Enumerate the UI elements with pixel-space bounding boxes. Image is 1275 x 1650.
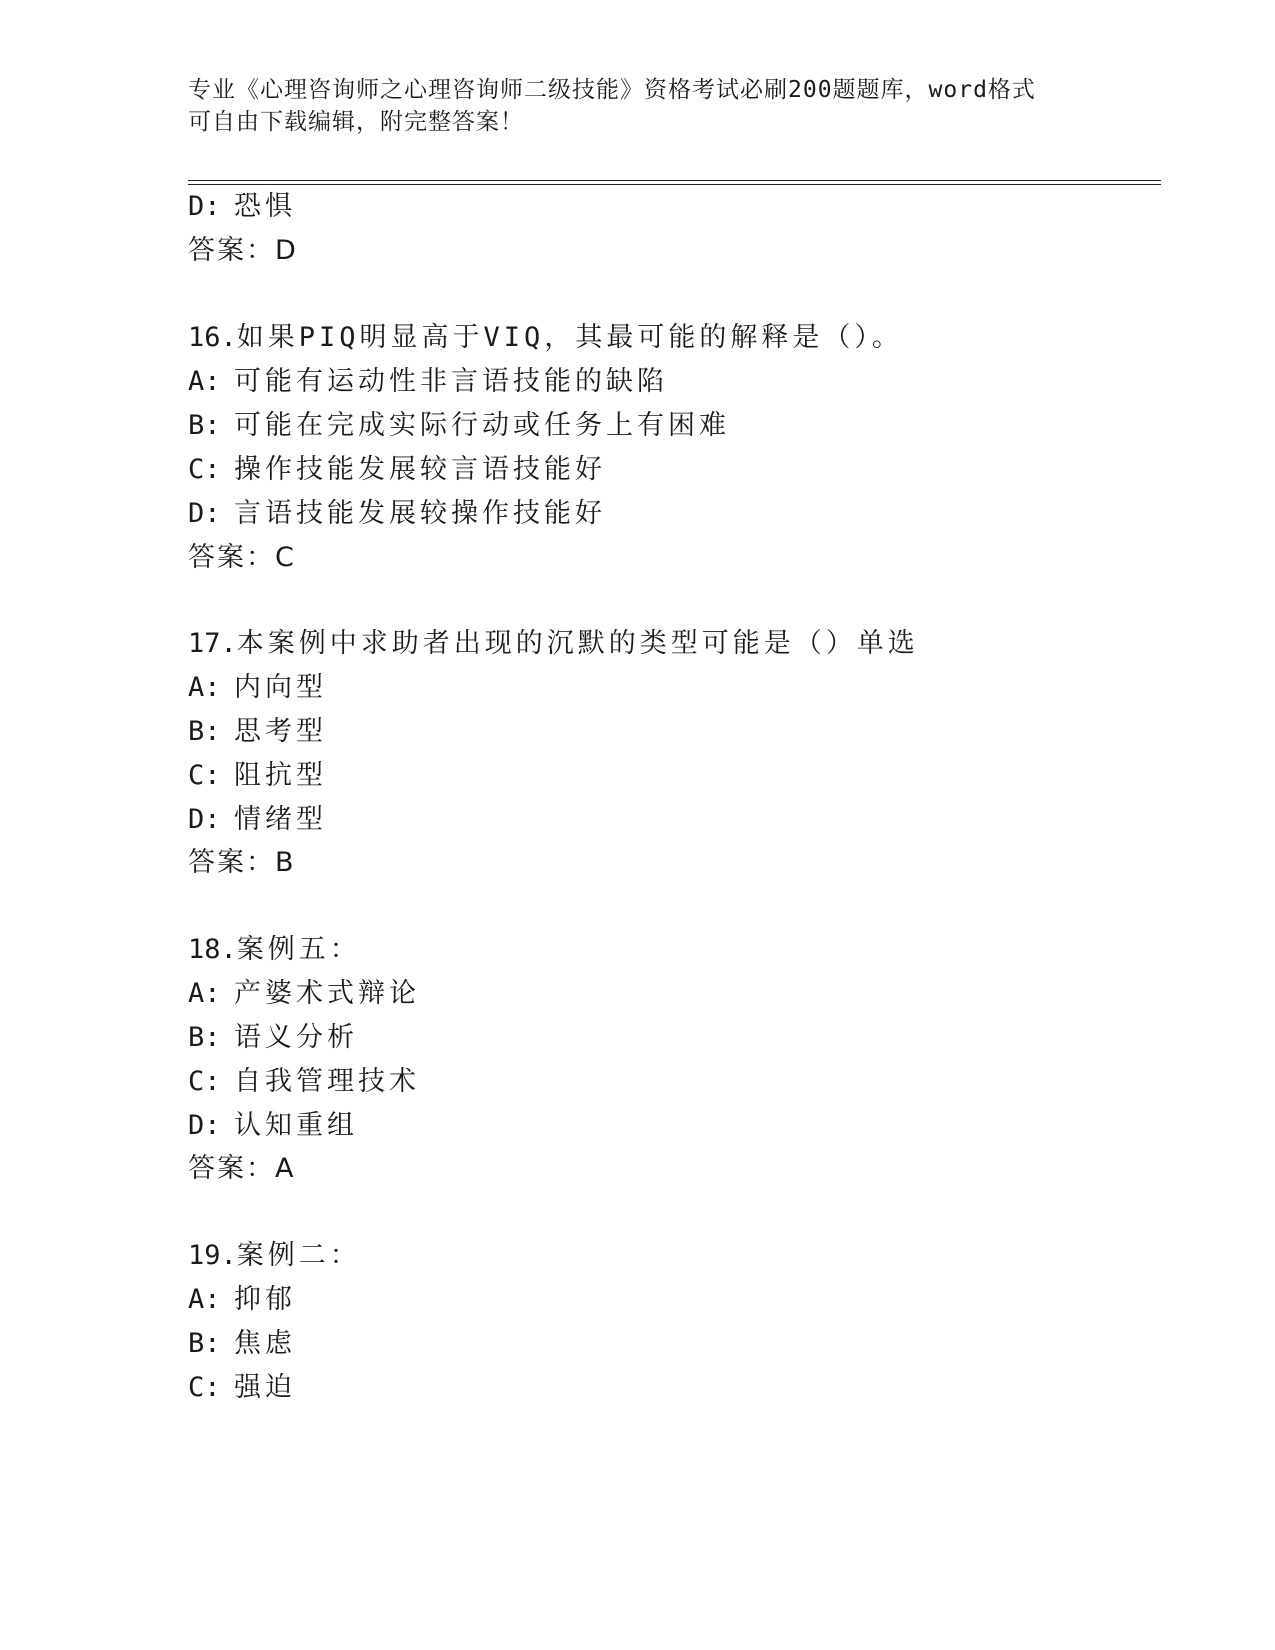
header-line-2: 可自由下载编辑，附完整答案！ — [188, 109, 524, 135]
option-text: 言语技能发展较操作技能好 — [234, 498, 606, 529]
option-line — [188, 759, 327, 793]
option-label: D: — [188, 1110, 221, 1141]
option-text: 内向型 — [234, 672, 327, 703]
header-divider-top — [188, 180, 1161, 181]
option-line — [188, 365, 668, 399]
option-label: A: — [188, 366, 221, 397]
option-label: A: — [188, 672, 221, 703]
option-line — [188, 409, 730, 443]
option-label: D: — [188, 498, 221, 529]
option-text: 恐惧 — [234, 191, 296, 222]
option-line — [188, 1327, 296, 1361]
option-label: A: — [188, 1284, 221, 1315]
option-line — [188, 1021, 358, 1055]
option-line — [188, 453, 606, 487]
document-header — [188, 74, 1068, 138]
question-text: 案例五： — [236, 934, 361, 965]
option-text: 自我管理技术 — [234, 1066, 420, 1097]
option-text: 焦虑 — [234, 1328, 296, 1359]
question-text: 案例二： — [236, 1240, 361, 1271]
option-label: C: — [188, 1372, 221, 1403]
question-stem — [188, 627, 919, 661]
question-number: 18. — [188, 934, 237, 965]
option-label: C: — [188, 1066, 221, 1097]
option-line — [188, 1065, 420, 1099]
option-label: D: — [188, 804, 221, 835]
option-label: D: — [188, 191, 221, 222]
answer-line: 答案：D — [188, 235, 298, 266]
option-line — [188, 671, 327, 705]
question-number: 19. — [188, 1240, 237, 1271]
option-line — [188, 803, 327, 837]
option-line — [188, 1283, 296, 1317]
question-text: 本案例中求助者出现的沉默的类型可能是（）单选 — [236, 628, 919, 659]
option-text: 语义分析 — [234, 1022, 358, 1053]
option-text: 可能在完成实际行动或任务上有困难 — [234, 410, 730, 441]
option-text: 思考型 — [234, 716, 327, 747]
answer-line: 答案：C — [188, 542, 296, 573]
option-text: 强迫 — [234, 1372, 296, 1403]
question-stem — [188, 933, 361, 967]
option-text: 操作技能发展较言语技能好 — [234, 454, 606, 485]
option-label: B: — [188, 1328, 221, 1359]
option-line — [188, 715, 327, 749]
header-line-1: 专业《心理咨询师之心理咨询师二级技能》资格考试必刷200题题库，word格式 — [188, 77, 1036, 103]
question-number: 16. — [188, 322, 237, 353]
option-label: C: — [188, 454, 221, 485]
option-label: A: — [188, 978, 221, 1009]
option-text: 抑郁 — [234, 1284, 296, 1315]
header-divider-bottom — [188, 184, 1161, 185]
option-line — [188, 190, 296, 224]
option-text: 情绪型 — [234, 804, 327, 835]
question-text: 如果PIQ明显高于VIQ，其最可能的解释是（）。 — [236, 322, 903, 353]
option-line — [188, 977, 420, 1011]
question-stem — [188, 321, 903, 355]
question-number: 17. — [188, 628, 237, 659]
option-line — [188, 497, 606, 531]
answer-line: 答案：B — [188, 847, 296, 878]
option-label: B: — [188, 1022, 221, 1053]
option-text: 产婆术式辩论 — [234, 978, 420, 1009]
question-stem — [188, 1239, 361, 1273]
option-line — [188, 1371, 296, 1405]
option-label: B: — [188, 410, 221, 441]
option-label: C: — [188, 760, 221, 791]
option-text: 认知重组 — [234, 1110, 358, 1141]
option-text: 阻抗型 — [234, 760, 327, 791]
option-text: 可能有运动性非言语技能的缺陷 — [234, 366, 668, 397]
option-label: B: — [188, 716, 221, 747]
option-line — [188, 1109, 358, 1143]
answer-line: 答案：A — [188, 1153, 296, 1184]
